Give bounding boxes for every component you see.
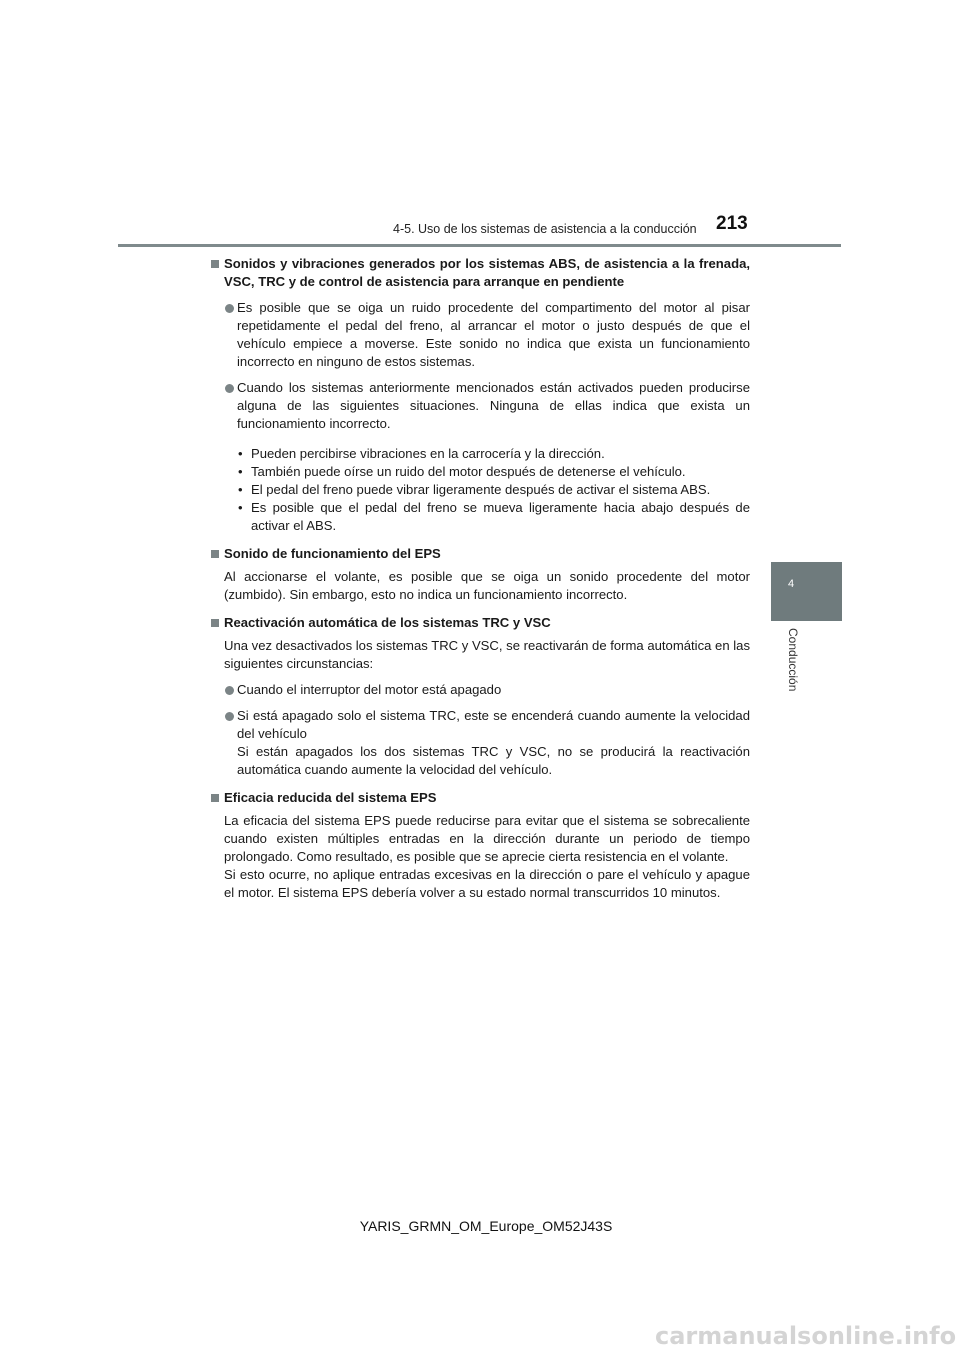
square-bullet-icon xyxy=(211,260,219,268)
chapter-number: 4 xyxy=(788,578,795,590)
section-heading: Eficacia reducida del sistema EPS xyxy=(210,789,750,807)
header-section-title: 4-5. Uso de los sistemas de asistencia a la conducción xyxy=(393,222,697,236)
square-bullet-icon xyxy=(211,794,219,802)
page-content xyxy=(210,255,750,902)
sub-item: • El pedal del freno puede vibrar ligeramente después de activar el sistema ABS. xyxy=(238,482,711,497)
paragraph: La eficacia del sistema EPS puede reducirse para evitar que el sistema se sobrecaliente cuando existen múltiples entradas en la dirección durante un periodo de tiempo prolongado. Como resultado, es posible que se aprecie cierta resistencia en el volante. Si esto ocurre, no aplique entradas excesivas en la dirección o pare el vehículo y apague el motor. El sistema EPS debería volver a su estado normal transcurridos 10 minutos. xyxy=(224,813,750,900)
square-bullet-icon xyxy=(211,550,219,558)
sub-item-list xyxy=(210,445,750,535)
square-bullet-icon xyxy=(211,619,219,627)
watermark: carmanualsonline.info xyxy=(655,1322,957,1350)
dot-marker-icon: • xyxy=(238,500,243,515)
circle-bullet-icon xyxy=(225,384,234,393)
circle-bullet-icon xyxy=(225,304,234,313)
chapter-label: Conducción xyxy=(786,628,800,692)
bullet-item: Si está apagado solo el sistema TRC, este se encenderá cuando aumente la velocidad del vehículo Si están apagados los dos sistemas TRC y VSC, no se producirá la reactivación automática cuando aumente la velocidad del vehículo. xyxy=(210,707,750,779)
bullet-item: Cuando el interruptor del motor está apagado xyxy=(210,681,750,699)
bullet-item: Es posible que se oiga un ruido procedente del compartimento del motor al pisar repetidamente el pedal del freno, al arrancar el motor o justo después de que el vehículo empiece a moverse. Este sonido no indica que exista un funcionamiento incorrecto en ninguno de estos sistemas. xyxy=(210,299,750,371)
sub-item: • Pueden percibirse vibraciones en la carrocería y la dirección. xyxy=(238,446,605,461)
section-heading: Reactivación automática de los sistemas TRC y VSC xyxy=(210,614,750,632)
footer-document-code: YARIS_GRMN_OM_Europe_OM52J43S xyxy=(359,1218,613,1234)
paragraph: Al accionarse el volante, es posible que se oiga un sonido procedente del motor (zumbido). Sin embargo, esto no indica un funcionamiento incorrecto. xyxy=(224,569,750,602)
circle-bullet-icon xyxy=(225,686,234,695)
section-heading: Sonido de funcionamiento del EPS xyxy=(210,545,750,563)
bullet-item: Cuando los sistemas anteriormente mencionados están activados pueden producirse alguna de las siguientes situaciones. Ninguna de ellas indica que exista un funcionamiento incorrecto. xyxy=(210,379,750,433)
chapter-label-wrapper xyxy=(784,628,802,702)
dot-marker-icon: • xyxy=(238,464,243,479)
page-number: 213 xyxy=(716,213,748,234)
sub-item: • Es posible que el pedal del freno se mueva ligeramente hacia abajo después de activar el ABS. xyxy=(238,500,750,533)
sub-item: • También puede oírse un ruido del motor después de detenerse el vehículo. xyxy=(238,464,686,479)
dot-marker-icon: • xyxy=(238,446,243,461)
chapter-tab xyxy=(771,562,842,621)
dot-marker-icon: • xyxy=(238,482,243,497)
circle-bullet-icon xyxy=(225,712,234,721)
header-rule xyxy=(118,244,841,247)
paragraph: Una vez desactivados los sistemas TRC y VSC, se reactivarán de forma automática en las siguientes circunstancias: xyxy=(224,638,750,671)
section-heading: Sonidos y vibraciones generados por los sistemas ABS, de asistencia a la frenada, VSC, TRC y de control de asistencia para arranque en pendiente xyxy=(210,255,750,291)
